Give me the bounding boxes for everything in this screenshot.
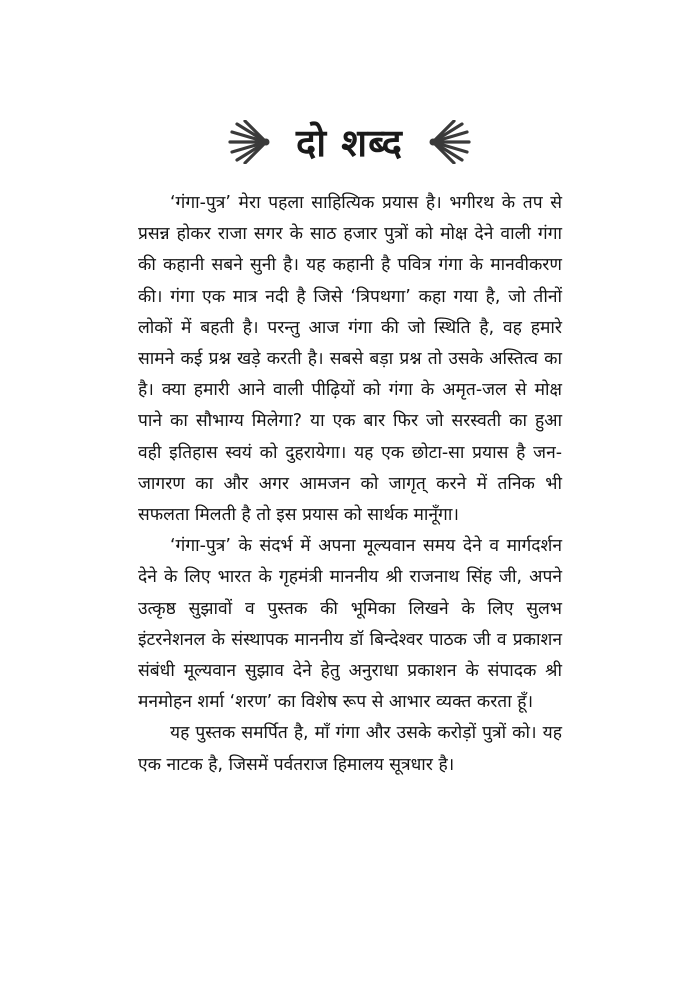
fan-flourish-right-icon [429, 120, 473, 164]
chapter-heading [0, 112, 699, 172]
fan-flourish-left-icon [226, 120, 270, 164]
body-text [138, 188, 562, 781]
paragraph-1: ‘गंगा-पुत्र’ मेरा पहला साहित्यिक प्रयास है। भगीरथ के तप से प्रसन्न होकर राजा सगर के साठ हजार पुत्रों को मोक्ष देने वाली गंगा की कहानी सबने सुनी है। यह कहानी है पवित्र गंगा के मानवीकरण की। गंगा एक मात्र नदी है जिसे ‘त्रिपथगा’ कहा गया है, जो तीनों लोकों में बहती है। परन्तु आज गंगा की जो स्थिति है, वह हमारे सामने कई प्रश्न खड़े करती है। सबसे बड़ा प्रश्न तो उसके अस्तित्व का है। क्या हमारी आने वाली पीढ़ियों को गंगा के अमृत-जल से मोक्ष पाने का सौभाग्य मिलेगा? या एक बार फिर जो सरस्वती का हुआ वही इतिहास स्वयं को दुहरायेगा। यह एक छोटा-सा प्रयास है जन-जागरण का और अगर आमजन को जागृत् करने में तनिक भी सफलता मिलती है तो इस प्रयास को सार्थक मानूँगा। [138, 193, 562, 526]
paragraph-2: ‘गंगा-पुत्र’ के संदर्भ में अपना मूल्यवान समय देने व मार्गदर्शन देने के लिए भारत के गृहमंत्री माननीय श्री राजनाथ सिंह जी, अपने उत्कृष्ठ सुझावों व पुस्तक की भूमिका लिखने के लिए सुलभ इंटरनेशनल के संस्थापक माननीय डॉ बिन्देश्वर पाठक जी व प्रकाशन संबंधी मूल्यवान सुझाव देने हेतु अनुराधा प्रकाशन के संपादक श्री मनमोहन शर्मा ‘शरण’ का विशेष रूप से आभार व्यक्त करता हूँ। [138, 536, 562, 713]
paragraph-3: यह पुस्तक समर्पित है, माँ गंगा और उसके करोड़ों पुत्रों को। यह एक नाटक है, जिसमें पर्वतराज हिमालय सूत्रधार है। [138, 723, 562, 775]
page-title: दो शब्द [296, 121, 403, 165]
